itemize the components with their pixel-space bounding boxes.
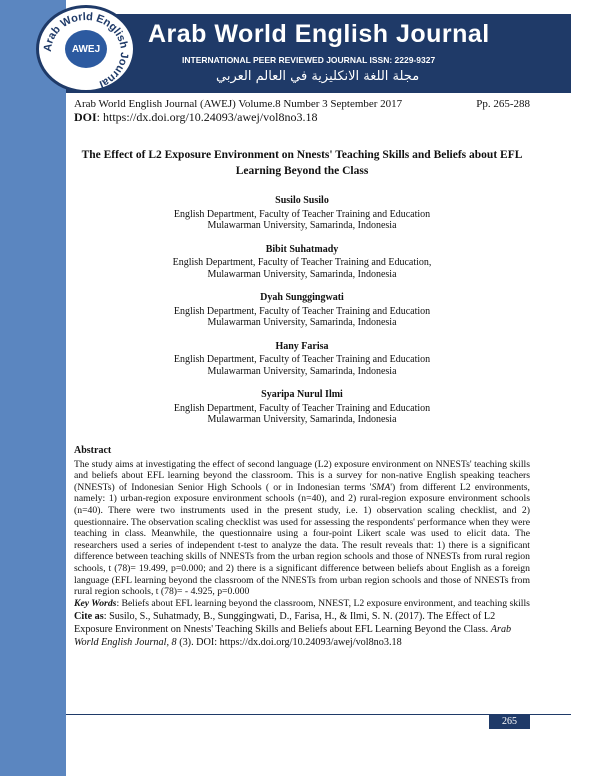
abstract-text-part: The study aims at investigating the effect of second language (L2) exposure environment on NNESTs' teaching skills and beliefs about EFL learning beyond the classroom. This is a survey for non-native English speaking teachers (NNESTs) of Indonesian Senior High Schools ( or in Indonesian terms ' <box>74 458 530 493</box>
abstract-heading: Abstract <box>74 445 112 456</box>
author-name: Syaripa Nurul Ilmi <box>261 389 343 400</box>
citation-line: Arab World English Journal (AWEJ) Volume.8 Number 3 September 2017 <box>74 98 403 110</box>
doi-line <box>74 111 530 124</box>
keywords-label: Key Words <box>74 597 117 609</box>
author-affiliation: English Department, Faculty of Teacher Training and Education <box>173 402 431 414</box>
author-block <box>74 244 530 281</box>
author-university: Mulawarman University, Samarinda, Indonesia <box>207 365 397 377</box>
keywords <box>74 598 530 610</box>
author-university: Mulawarman University, Samarinda, Indonesia <box>207 414 397 425</box>
abstract-section <box>74 445 530 649</box>
cite-doi: (3). DOI: https://dx.doi.org/10.24093/awej/vol8no3.18 <box>176 637 402 649</box>
abstract-text <box>74 459 530 598</box>
abstract-text-part: ') from different L2 environments, namely: 1) urban-region exposure environment schools (n=40), and 2) rural-region exposure environment schools (n=40). There were two instruments used in the present study, i.e. 1) observation scaling checklist, and 2) questionnaire. The observation scaling checklist was used for assessing the respondents' performance when they were teaching in class. Meanwhile, the questionnaire using a four-point Likert scale was used to elicit data. The researchers used a series of independent t-test to analyze the data. The result reveals that: 1) there is a significant difference between teaching skills of NNESTs from the urban region schools and those of NNESTs from rural region schools, t (78)= 19.499, p=0.000; and 2) there is a significant difference between beliefs about English as a foreign language (EFL learning beyond the classroom of the NNESTs from urban region schools and those of NNESTs from rural region schools, t (78)= - 4.925, p=0.000 <box>74 481 530 598</box>
author-name: Susilo Susilo <box>275 195 329 206</box>
author-name: Dyah Sunggingwati <box>260 292 344 303</box>
page-range: Pp. 265-288 <box>476 98 530 110</box>
author-list <box>74 195 530 438</box>
page-number: 265 <box>489 714 530 729</box>
cite-label: Cite as <box>74 611 104 623</box>
author-university: Mulawarman University, Samarinda, Indonesia <box>207 220 397 231</box>
cite-text: : Susilo, S., Suhatmady, B., Sunggingwati, D., Farisa, H., & Ilmi, S. N. (2017). The Effect of L2 Exposure Environment on Nnests' Teaching Skills and Beliefs about EFL Learning Beyond the Class. <box>74 611 496 636</box>
journal-title: Arab World English Journal <box>148 20 490 48</box>
author-name: Hany Farisa <box>275 340 329 352</box>
keywords-text: : Beliefs about EFL learning beyond the classroom, NNEST, L2 exposure environment, and teaching skills <box>116 597 530 609</box>
author-affiliation: English Department, Faculty of Teacher Training and Education <box>173 305 431 317</box>
awej-logo <box>36 5 136 93</box>
author-block <box>74 389 530 426</box>
journal-banner <box>66 14 571 93</box>
author-block <box>74 341 530 378</box>
cite-as <box>74 610 530 649</box>
cite-journal: Arab World English Journal, 8 <box>74 624 512 649</box>
doi-label: DOI <box>74 110 97 124</box>
author-university: Mulawarman University, Samarinda, Indonesia <box>207 268 397 280</box>
author-affiliation: English Department, Faculty of Teacher Training and Education, <box>172 257 432 268</box>
author-university: Mulawarman University, Samarinda, Indonesia <box>207 317 397 328</box>
author-name: Bibit Suhatmady <box>265 243 339 255</box>
author-block <box>74 195 530 232</box>
journal-arabic-title: مجلة اللغة الانكليزية في العالم العربي <box>216 69 420 84</box>
author-affiliation: English Department, Faculty of Teacher Training and Education <box>173 208 431 220</box>
left-color-bar <box>0 0 66 776</box>
article-title: The Effect of L2 Exposure Environment on Nnests' Teaching Skills and Beliefs about EFL Learning Beyond the Class <box>81 149 523 177</box>
logo-center: AWEJ <box>65 30 107 68</box>
article-meta <box>74 98 530 124</box>
abstract-sma-term: SMA <box>371 481 391 493</box>
doi-link[interactable]: : https://dx.doi.org/10.24093/awej/vol8no3.18 <box>96 110 318 124</box>
journal-subtitle: INTERNATIONAL PEER REVIEWED JOURNAL ISSN: 2229-9327 <box>182 55 436 65</box>
author-affiliation: English Department, Faculty of Teacher Training and Education <box>173 354 431 365</box>
author-block <box>74 292 530 329</box>
logo-ring-text: Arab World English Journal <box>41 10 131 90</box>
